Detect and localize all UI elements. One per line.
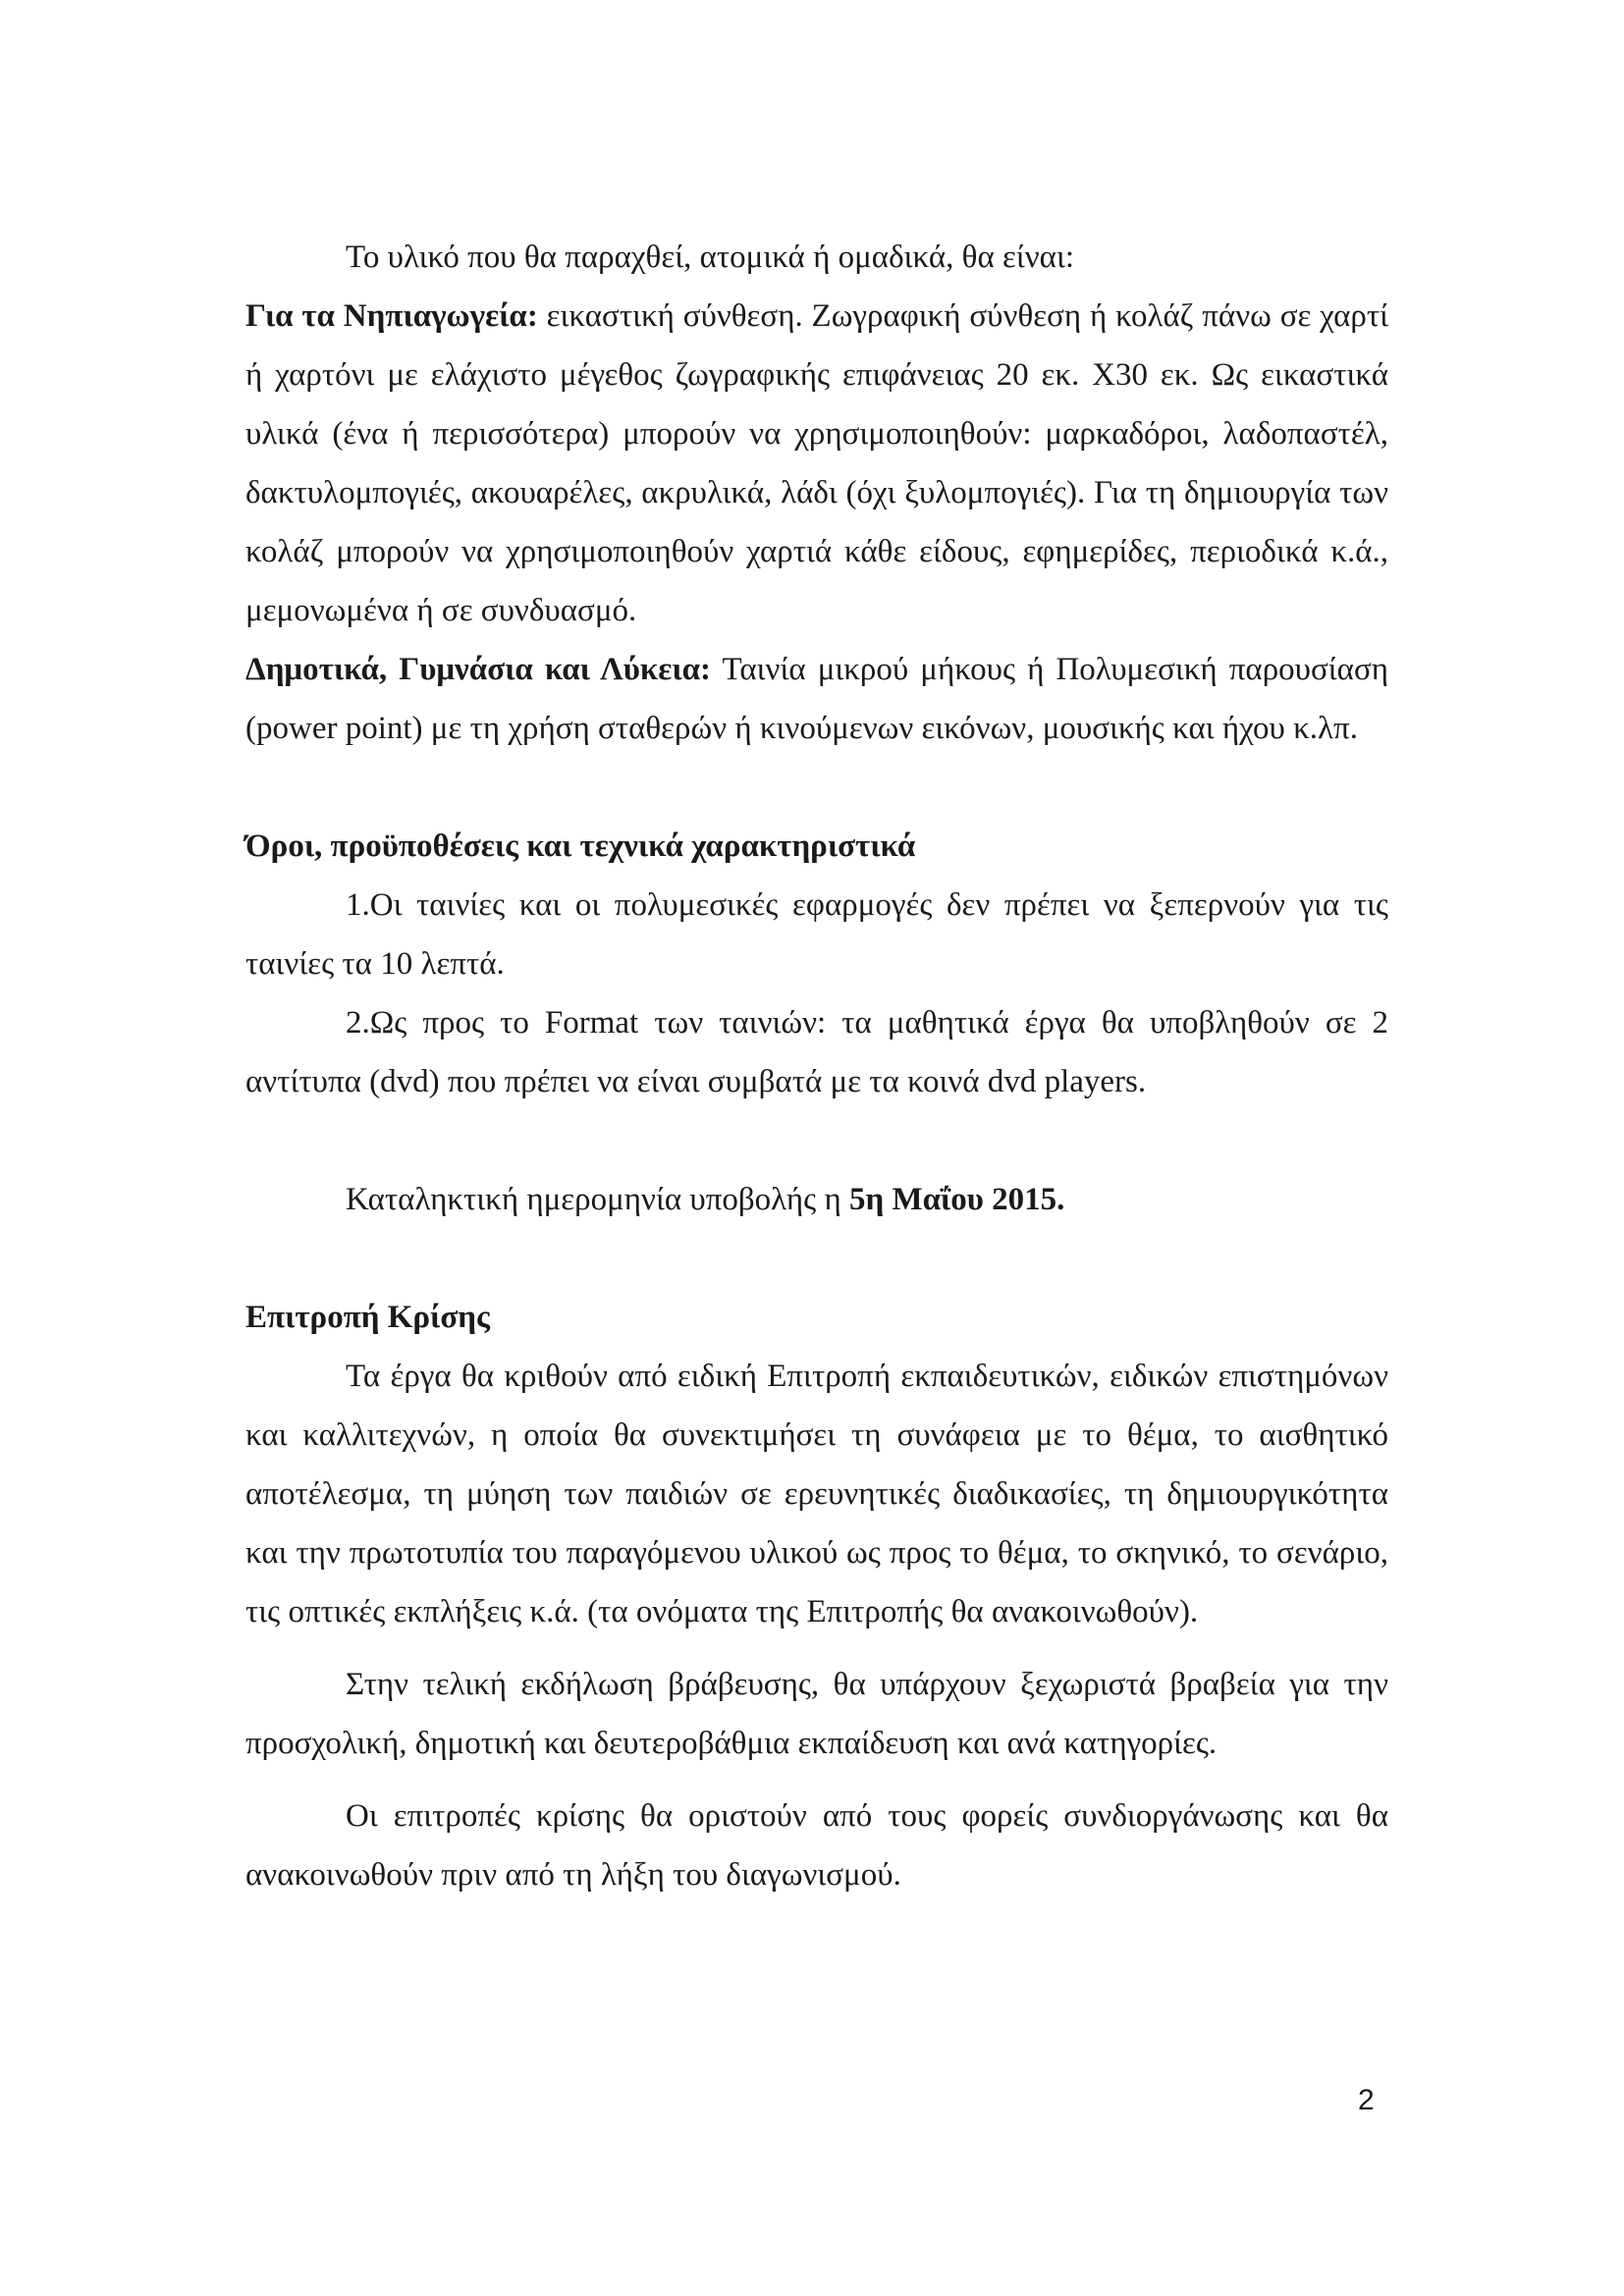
page-number: 2: [1358, 2084, 1375, 2116]
terms-item: 1.Οι ταινίες και οι πολυμεσικές εφαρμογές δεν πρέπει να ξεπερνούν για τις ταινίες τα 10 λεπτά.: [245, 887, 1388, 982]
spacer: [245, 1641, 1388, 1655]
spacer: [245, 1773, 1388, 1787]
committee-paragraph: Οι επιτροπές κρίσης θα οριστούν από τους φορείς συνδιοργάνωσης και θα ανακοινωθούν πριν από τη λήξη του διαγωνισμού.: [245, 1798, 1388, 1893]
deadline-date: 5η Μαΐου 2015.: [848, 1182, 1065, 1217]
schools-label: Δημοτικά, Γυμνάσια και Λύκεια:: [245, 652, 711, 687]
kindergarten-paragraph: [245, 287, 1388, 640]
committee-heading: [245, 1288, 1388, 1347]
spacer: [245, 1111, 1388, 1170]
kindergarten-text: εικαστική σύνθεση. Ζωγραφική σύνθεση ή κολάζ πάνω σε χαρτί ή χαρτόνι με ελάχιστο μέγεθος ζωγραφικής επιφάνειας 20 εκ. Χ30 εκ. Ως εικαστικά υλικά (ένα ή περισσότερα) μπορούν να χρησιμοποιηθούν: μαρκαδόροι, λαδοπαστέλ, δακτυλομπογιές, ακουαρέλες, ακρυλικά, λάδι (όχι ξυλομπογιές). Για τη δημιουργία των κολάζ μπορούν να χρησιμοποιηθούν χαρτιά κάθε είδους, εφημερίδες, περιοδικά κ.ά., μεμονωμένα ή σε συνδυασμό.: [245, 298, 1388, 628]
deadline-paragraph: [245, 1170, 1388, 1229]
intro-paragraph: Το υλικό που θα παραχθεί, ατομικά ή ομαδικά, θα είναι:: [346, 240, 1074, 275]
terms-heading-text: Όροι, προϋποθέσεις και τεχνικά χαρακτηριστικά: [245, 828, 916, 864]
schools-text: Ταινία μικρού μήκους ή Πολυμεσική παρουσίαση (power point) με τη χρήση σταθερών ή κινούμενων εικόνων, μουσικής και ήχου κ.λπ.: [245, 652, 1388, 746]
kindergarten-label: Για τα Νηπιαγωγεία:: [245, 298, 538, 334]
schools-paragraph: [245, 640, 1388, 758]
terms-heading: [245, 817, 1388, 876]
deadline-text: Καταληκτική ημερομηνία υποβολής η: [346, 1182, 849, 1217]
spacer: [245, 1229, 1388, 1288]
terms-item: 2.Ως προς το Format των ταινιών: τα μαθητικά έργα θα υποβληθούν σε 2 αντίτυπα (dvd) που πρέπει να είναι συμβατά με τα κοινά dvd players.: [245, 1005, 1388, 1099]
spacer: [245, 758, 1388, 817]
committee-heading-text: Επιτροπή Κρίσης: [245, 1300, 490, 1335]
committee-paragraph: Τα έργα θα κριθούν από ειδική Επιτροπή εκπαιδευτικών, ειδικών επιστημόνων και καλλιτεχνών, η οποία θα συνεκτιμήσει τη συνάφεια με το θέμα, το αισθητικό αποτέλεσμα, τη μύηση των παιδιών σε ερευνητικές διαδικασίες, τη δημιουργικότητα και την πρωτοτυπία του παραγόμενου υλικού ως προς το θέμα, το σκηνικό, το σενάριο, τις οπτικές εκπλήξεις κ.ά. (τα ονόματα της Επιτροπής θα ανακοινωθούν).: [245, 1359, 1388, 1629]
committee-paragraph: Στην τελική εκδήλωση βράβευσης, θα υπάρχουν ξεχωριστά βραβεία για την προσχολική, δημοτική και δευτεροβάθμια εκπαίδευση και ανά κατηγορίες.: [245, 1667, 1388, 1761]
page-content: [245, 228, 1388, 1904]
